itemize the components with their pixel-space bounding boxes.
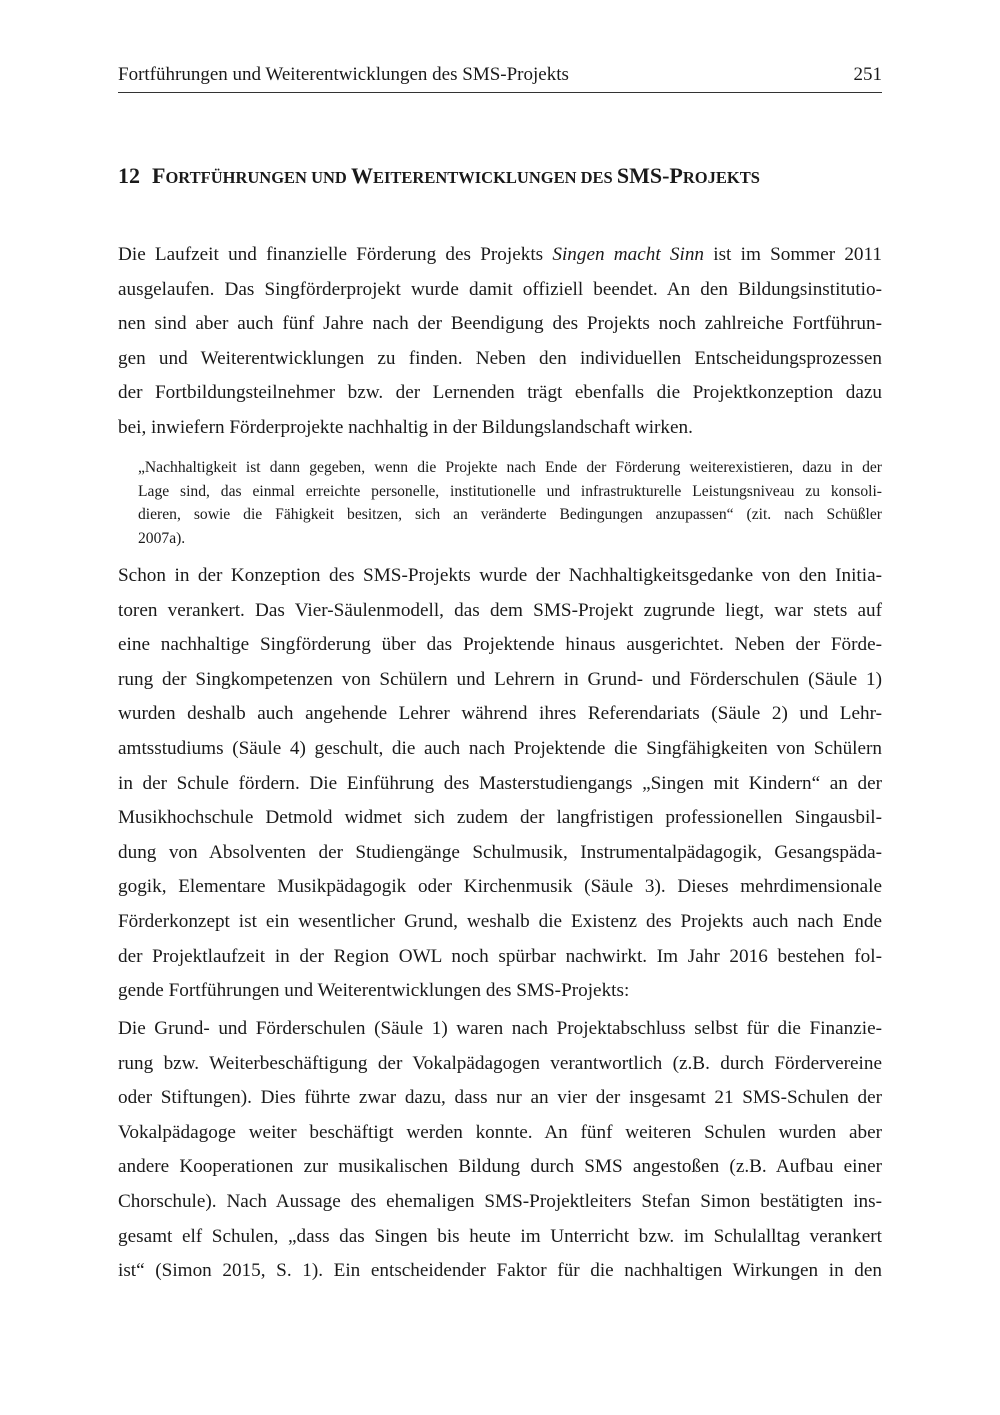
paragraph-line: Die Laufzeit und finanzielle Förderung des Projekts Singen macht Sinn ist im Sommer 2011 — [118, 244, 882, 265]
paragraph-line: gende Fortführungen und Weiterentwicklungen des SMS-Projekts: — [118, 980, 630, 1002]
paragraph-line: rung bzw. Weiterbeschäftigung der Vokalpädagogen verantwortlich (z.B. durch Fördervereine — [118, 1052, 882, 1074]
paragraph-line: der Fortbildungsteilnehmer bzw. der Lernenden trägt ebenfalls die Projektkonzeption dazu — [118, 382, 882, 404]
paragraph-line: andere Kooperationen zur musikalischen Bildung durch SMS angestoßen (z.B. Aufbau einer — [118, 1156, 882, 1178]
paragraph-line: Förderkonzept ist ein wesentlicher Grund, weshalb die Existenz des Projekts auch nach Ende — [118, 910, 882, 932]
paragraph-schools — [118, 1012, 882, 1289]
paragraph-line: gesamt elf Schulen, „dass das Singen bis heute im Unterricht bzw. im Schulalltag verankert — [118, 1225, 882, 1247]
paragraph-line: eine nachhaltige Singförderung über das Projektende hinaus ausgerichtet. Neben der Förde- — [118, 634, 882, 656]
paragraph-line: Musikhochschule Detmold widmet sich zudem der langfristigen professionellen Singausbil- — [118, 807, 882, 829]
paragraph-line: amtsstudiums (Säule 4) geschult, die auch nach Projektende die Singfähigkeiten von Schülern — [118, 737, 882, 759]
paragraph-line: ausgelaufen. Das Singförderprojekt wurde damit offiziell beendet. An den Bildungsinstitutio- — [118, 278, 882, 300]
chapter-title-part: ROJEKTS — [682, 168, 760, 187]
chapter-title-part: SMS-P — [616, 163, 683, 188]
page-number: 251 — [853, 64, 882, 85]
paragraph-line: gen und Weiterentwicklungen zu finden. Neben den individuellen Entscheidungsprozessen — [118, 347, 882, 369]
paragraph-line: nen sind aber auch fünf Jahre nach der Beendigung des Projekts noch zahlreiche Fortführun- — [118, 313, 882, 335]
running-header — [118, 64, 882, 93]
block-quote — [138, 456, 882, 550]
paragraph-line: rung der Singkompetenzen von Schülern und Lehrern in Grund- und Förderschulen (Säule 1) — [118, 668, 882, 690]
quote-line: 2007a). — [138, 529, 186, 547]
chapter-title-part: F — [152, 163, 166, 188]
paragraph-line: Die Grund- und Förderschulen (Säule 1) waren nach Projektabschluss selbst für die Finanzie- — [118, 1018, 882, 1039]
paragraph-line: der Projektlaufzeit in der Region OWL noch spürbar nachwirkt. Im Jahr 2016 bestehen fol- — [118, 945, 882, 967]
chapter-title-part: ORTFÜHRUNGEN UND — [165, 168, 351, 187]
paragraph-concept — [118, 559, 882, 1009]
chapter-title-part: W — [350, 163, 373, 188]
chapter-number: 12 — [118, 163, 140, 188]
paragraph-line: Chorschule). Nach Aussage des ehemaligen SMS-Projektleiters Stefan Simon bestätigten ins- — [118, 1190, 882, 1212]
quote-line: Lage sind, das einmal erreichte personelle, institutionelle und infrastrukturelle Leistungsniveau zu konsoli- — [138, 482, 882, 500]
paragraph-intro — [118, 238, 882, 446]
paragraph-line: bei, inwiefern Förderprojekte nachhaltig in der Bildungslandschaft wirken. — [118, 416, 693, 438]
quote-line: „Nachhaltigkeit ist dann gegeben, wenn die Projekte nach Ende der Förderung weiterexistieren, dazu in der — [138, 459, 882, 476]
chapter-heading — [118, 163, 882, 189]
paragraph-line: oder Stiftungen). Dies führte zwar dazu, dass nur an vier der insgesamt 21 SMS-Schulen der — [118, 1087, 882, 1109]
paragraph-line: ist“ (Simon 2015, S. 1). Ein entscheidender Faktor für die nachhaltigen Wirkungen in den — [118, 1260, 882, 1282]
paragraph-line: wurden deshalb auch angehende Lehrer während ihres Referendariats (Säule 2) und Lehr- — [118, 703, 882, 725]
paragraph-line: Vokalpädagoge weiter beschäftigt werden konnte. An fünf weiteren Schulen wurden aber — [118, 1121, 882, 1143]
paragraph-line: in der Schule fördern. Die Einführung des Masterstudiengangs „Singen mit Kindern“ an der — [118, 772, 882, 794]
paragraph-line: gogik, Elementare Musikpädagogik oder Kirchenmusik (Säule 3). Dieses mehrdimensionale — [118, 876, 882, 898]
quote-line: dieren, sowie die Fähigkeit besitzen, sich an veränderte Bedingungen anzupassen“ (zit. nach Schüßler — [138, 506, 882, 524]
paragraph-line: toren verankert. Das Vier-Säulenmodell, das dem SMS-Projekt zugrunde liegt, war stets auf — [118, 599, 882, 621]
paragraph-line: Schon in der Konzeption des SMS-Projekts wurde der Nachhaltigkeitsgedanke von den Initia- — [118, 565, 882, 586]
paragraph-line: dung von Absolventen der Studiengänge Schulmusik, Instrumentalpädagogik, Gesangspäda- — [118, 841, 882, 863]
running-title: Fortführungen und Weiterentwicklungen des SMS-Projekts — [118, 64, 569, 85]
project-title-italic: Singen macht Sinn — [552, 244, 705, 265]
chapter-title-part: EITERENTWICKLUNGEN DES — [372, 168, 617, 187]
